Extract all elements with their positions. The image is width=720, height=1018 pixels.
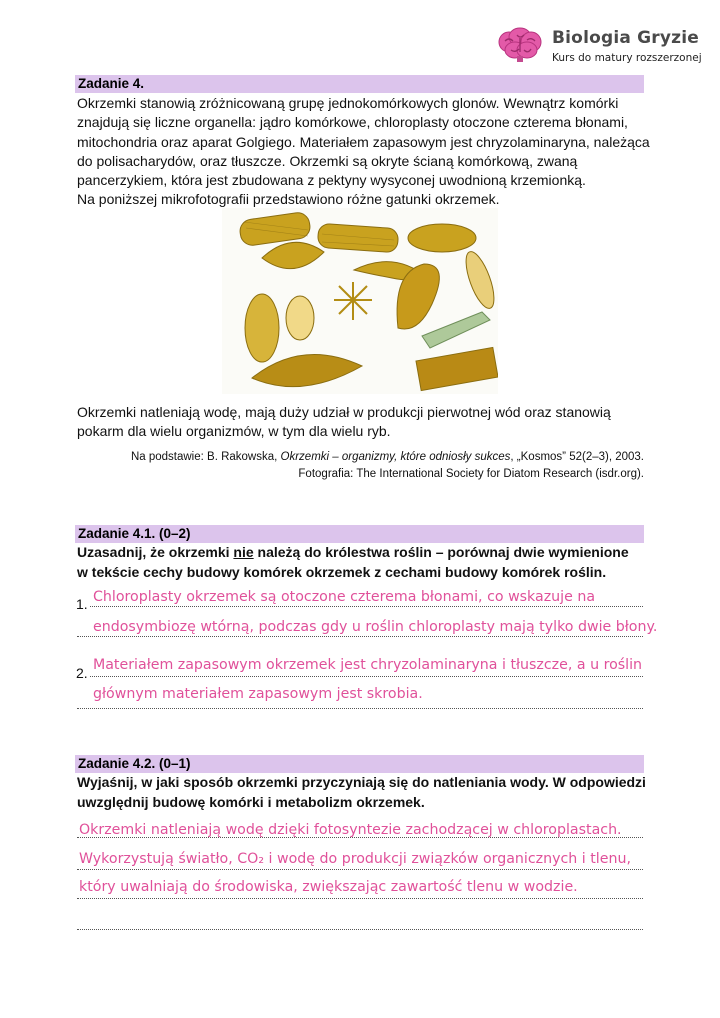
task4-title: Zadanie 4. — [78, 76, 145, 91]
answer-line — [90, 606, 643, 607]
task42-title: Zadanie 4.2. (0–1) — [78, 756, 191, 771]
answer-42-line2[interactable]: Wykorzystują światło, CO₂ i wodę do produkcji związków organicznych i tlenu, — [79, 851, 631, 867]
answer-1-line1[interactable]: Chloroplasty okrzemek są otoczone czterema błonami, co wskazuje na — [93, 589, 596, 605]
intro-line: mitochondria oraz aparat Golgiego. Materiałem zapasowym jest chryzolaminaryna, należąca — [77, 133, 650, 150]
task41-title: Zadanie 4.1. (0–2) — [78, 526, 191, 541]
task42-header-band — [75, 755, 644, 773]
task41-question: Uzasadnij, że okrzemki nie należą do królestwa roślin – porównaj dwie wymienione w tekście cechy budowy komórek okrzemek z cechami budowy komórek roślin. — [77, 544, 629, 580]
answer-line — [77, 708, 643, 709]
answer-line — [90, 676, 643, 677]
answer-line — [77, 837, 643, 838]
task41-header-band — [75, 525, 644, 543]
intro-line: Na poniższej mikrofotografii przedstawiono różne gatunki okrzemek. — [77, 191, 500, 208]
answer-42-line3[interactable]: który uwalniają do środowiska, zwiększając zawartość tlenu w wodzie. — [79, 879, 578, 895]
intro-line: pancerzykiem, która jest zbudowana z pektyny wysyconej uwodnioną krzemionką. — [77, 172, 586, 189]
brand-subtitle: Kurs do matury rozszerzonej — [552, 52, 702, 64]
photo-credit: Fotografia: The International Society for Diatom Research (isdr.org). — [298, 467, 644, 480]
intro-line: do polisacharydów, oraz tłuszcze. Okrzemki są okryte ścianą komórkową, zwaną — [77, 152, 578, 169]
citation-source: Na podstawie: B. Rakowska, Okrzemki – organizmy, które odniosły sukces, „Kosmos” 52(2–3), 2003. — [130, 451, 644, 463]
answer-line — [77, 898, 643, 899]
after-line: pokarm dla wielu organizmów, w tym dla wielu ryb. — [77, 423, 391, 440]
diatom-micrograph — [222, 208, 498, 394]
answer-number-1: 1. — [76, 596, 88, 612]
answer-number-2: 2. — [76, 665, 88, 681]
answer-line — [77, 929, 643, 930]
task42-question: Wyjaśnij, w jaki sposób okrzemki przyczyniają się do natleniania wody. W odpowiedzi uwzględnij budowę komórki i metabolizm okrzemek. — [77, 774, 646, 810]
intro-line: znajdują się liczne organella: jądro komórkowe, chloroplasty otoczone czterema błonami, — [77, 114, 628, 131]
brain-icon — [497, 26, 543, 64]
answer-line — [77, 869, 643, 870]
intro-line: Okrzemki stanowią zróżnicowaną grupę jednokomórkowych glonów. Wewnątrz komórki — [77, 95, 619, 111]
answer-line — [77, 636, 643, 637]
after-line: Okrzemki natleniają wodę, mają duży udział w produkcji pierwotnej wód oraz stanowią — [77, 404, 611, 420]
task4-intro — [77, 94, 657, 210]
brand-title: Biologia Gryzie — [552, 28, 700, 48]
answer-1-line2[interactable]: endosymbiozę wtórną, podczas gdy u roślin chloroplasty mają tylko dwie błony. — [93, 619, 658, 635]
answer-42-line1[interactable]: Okrzemki natleniają wodę dzięki fotosyntezie zachodzącej w chloroplastach. — [79, 822, 622, 838]
negation-underline: nie — [233, 544, 254, 560]
answer-2-line2[interactable]: głównym materiałem zapasowym jest skrobia. — [93, 686, 423, 702]
answer-2-line1[interactable]: Materiałem zapasowym okrzemek jest chryzolaminaryna i tłuszcze, a u roślin — [93, 657, 643, 673]
task4-after — [77, 403, 657, 442]
citation — [84, 449, 644, 482]
task4-header-band — [75, 75, 644, 93]
citation-title: Okrzemki – organizmy, które odniosły sukces — [280, 451, 511, 463]
